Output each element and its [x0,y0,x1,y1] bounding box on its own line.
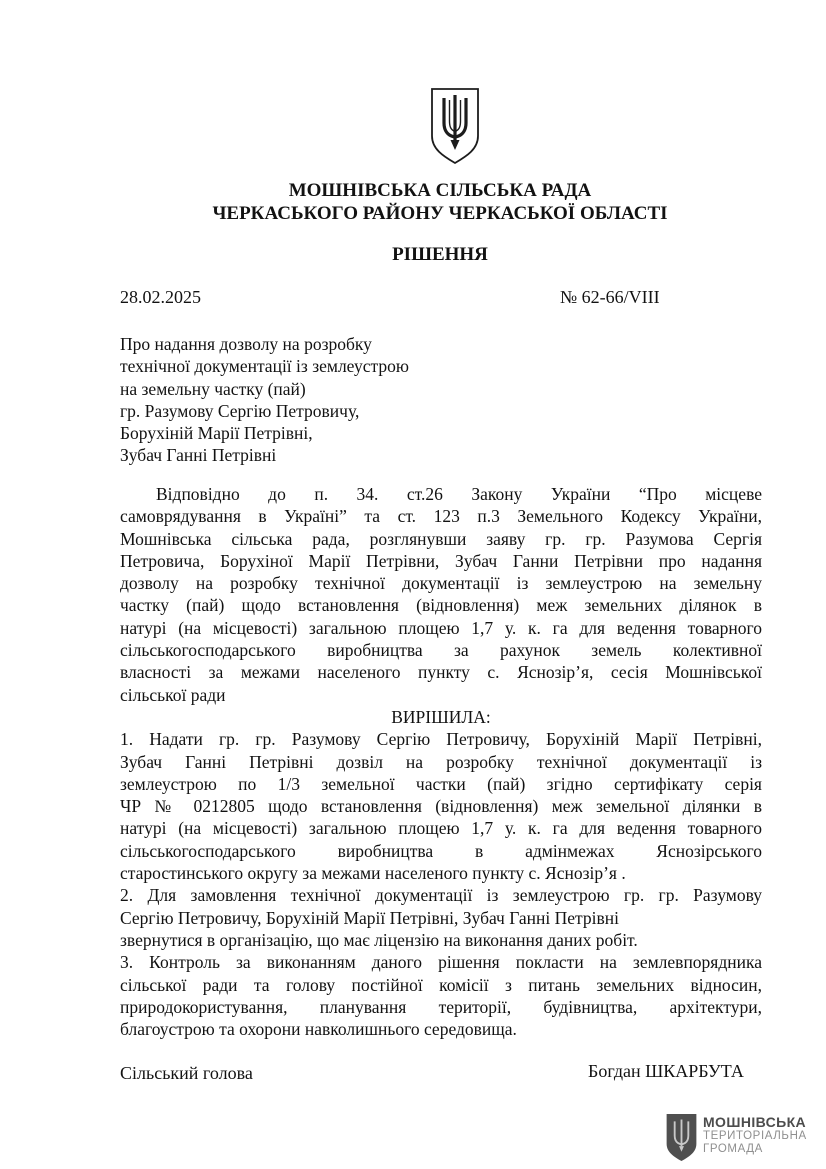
preamble-paragraph [120,483,762,706]
item-line: 3. Контроль за виконанням даного рішення покласти на землевпорядника [120,952,762,973]
footer-logo-line2: ТЕРИТОРІАЛЬНА [703,1130,807,1142]
signature-title: Сільський голова [120,1063,253,1083]
ukraine-trident-emblem-icon [430,87,480,165]
item-line: сільської ради та голову постійної комісії з питань земельних відносин, [120,974,762,995]
moshnivska-hromada-logo [666,1112,816,1164]
resolution-heading: ВИРІШИЛА: [391,706,491,727]
preamble-line: Відповідно до п. 34. ст.26 Закону України “Про місцеве [156,484,762,504]
footer-logo-line1: МОШНІВСЬКА [703,1114,807,1130]
subject-line: на земельну частку (пай) [120,378,306,399]
item-line: 1. Надати гр. гр. Разумову Сергію Петровичу, Борухіній Марії Петрівні, [120,729,762,750]
preamble-line: натурі (на місцевості) загальною площею 1,7 у. к. га для ведення товарного [120,617,762,638]
org-header [120,180,760,225]
item-line: Зубач Ганні Петрівні дозвіл на розробку технічної документації із [120,751,762,772]
resolution-item-2 [120,884,762,951]
document-date: 28.02.2025 [120,287,201,307]
subject-line: Зубач Ганні Петрівні [120,445,277,466]
preamble-line: власності за межами населеного пункту с. Яснозір’я, сесія Мошнівської [120,662,762,683]
preamble-line: сільської ради [120,684,226,705]
subject-line: технічної документації із землеустрою [120,356,409,377]
footer-logo-line3: ГРОМАДА [703,1143,763,1155]
resolution-item-3 [120,951,762,1040]
subject-block [120,333,540,467]
preamble-line: самоврядування в Україні” та ст. 123 п.3 Земельного Кодексу України, [120,506,762,527]
preamble-line: Петровича, Борухіної Марії Петрівни, Зубач Ганни Петрівни про надання [120,550,762,571]
council-region: ЧЕРКАСЬКОГО РАЙОНУ ЧЕРКАСЬКОЇ ОБЛАСТІ [212,202,668,224]
preamble-line: частку (пай) щодо встановлення (відновлення) меж земельних ділянок в [120,595,762,616]
document-number: № 62-66/VIII [560,287,660,307]
footer-trident-shield-icon [666,1113,697,1162]
item-line: землеустрою по 1/3 земельної частки (пай) згідно сертифікату серія [120,773,762,794]
preamble-line: Мошнівська сільська рада, розглянувши заяву гр. гр. Разумова Сергія [120,528,762,549]
document-body [120,483,762,1040]
subject-line: Борухіній Марії Петрівні, [120,423,313,444]
item-line: Сергію Петровичу, Борухіній Марії Петрівні, Зубач Ганні Петрівні [120,907,619,928]
preamble-line: дозволу на розробку технічної документації із землеустрою на земельну [120,573,762,594]
item-line: 2. Для замовлення технічної документації із землеустрою гр. гр. Разумову [120,885,762,906]
signature-name: Богдан ШКАРБУТА [588,1061,744,1081]
item-line: сільськогосподарського виробництва в адмінмежах Яснозірського [120,840,762,861]
item-line: ЧР № 0212805 щодо встановлення (відновлення) меж земельної ділянки в [120,796,762,817]
resolution-item-1 [120,728,762,884]
subject-line: гр. Разумову Сергію Петровичу, [120,400,360,421]
preamble-line: сільськогосподарського виробництва за рахунок земель колективної [120,640,762,661]
item-line: природокористування, планування території, будівництва, архітектури, [120,996,762,1017]
subject-line: Про надання дозволу на розробку [120,334,372,354]
item-line: звернутися в організацію, що має ліцензію на виконання даних робіт. [120,929,638,950]
item-line: натурі (на місцевості) загальною площею 1,7 у. к. га для ведення товарного [120,818,762,839]
item-line: старостинського округу за межами населеного пункту с. Яснозір’я . [120,863,626,884]
document-type-title: РІШЕННЯ [392,244,488,265]
item-line: благоустрою та охорони навколишнього середовища. [120,1019,517,1040]
council-name: МОШНІВСЬКА СІЛЬСЬКА РАДА [288,180,592,201]
footer-logo-text [703,1115,807,1156]
